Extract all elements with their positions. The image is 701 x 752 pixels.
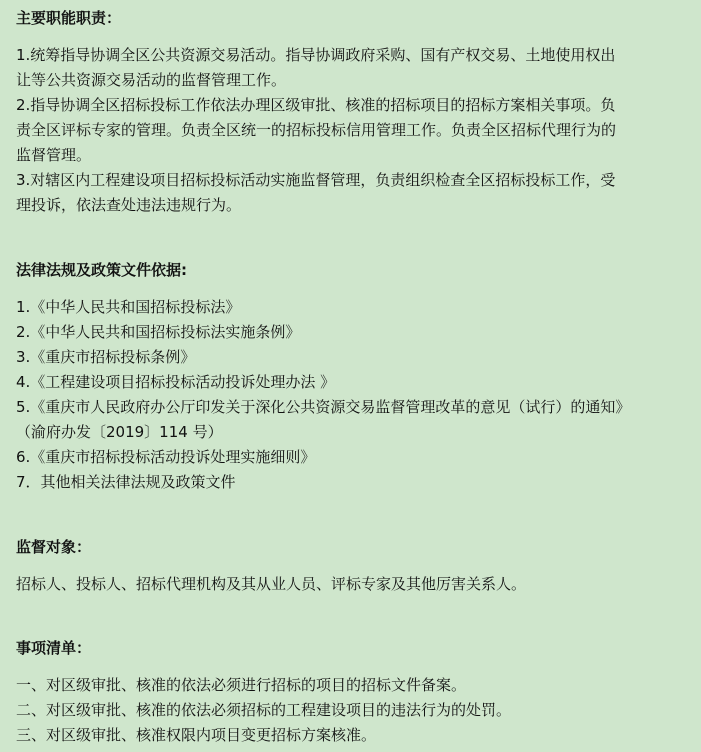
law-item: 5.《重庆市人民政府办公厅印发关于深化公共资源交易监督管理改革的意见（试行）的通知》 <box>16 398 631 416</box>
duties-line: 监督管理。 <box>16 146 92 164</box>
duties-line: 3.对辖区内工程建设项目招标投标活动实施监督管理，负责组织检查全区招标投标工作，受 <box>16 171 616 189</box>
item-entry: 二、对区级审批、核准的依法必须招标的工程建设项目的违法行为的处罚。 <box>16 701 512 719</box>
law-item: 2.《中华人民共和国招标投标法实施条例》 <box>16 323 301 341</box>
item-entry: 一、对区级审批、核准的依法必须进行招标的项目的招标文件备案。 <box>16 676 467 694</box>
law-item: 7．其他相关法律法规及政策文件 <box>16 473 236 491</box>
items-heading: 事项清单： <box>16 639 92 657</box>
duties-heading: 主要职能职责： <box>16 9 122 27</box>
subjects-line: 招标人、投标人、招标代理机构及其从业人员、评标专家及其他厉害关系人。 <box>16 575 527 593</box>
duties-line: 责全区评标专家的管理。负责全区统一的招标投标信用管理工作。负责全区招标代理行为的 <box>16 121 617 139</box>
duties-line: 2.指导协调全区招标投标工作依法办理区级审批、核准的招标项目的招标方案相关事项。负 <box>16 96 616 114</box>
items-section <box>16 634 685 748</box>
duties-line: 理投诉，依法查处违法违规行为。 <box>16 196 242 214</box>
law-item: 6.《重庆市招标投标活动投诉处理实施细则》 <box>16 448 316 466</box>
subjects-section <box>16 533 685 597</box>
law-item: 1.《中华人民共和国招标投标法》 <box>16 298 241 316</box>
item-entry: 三、对区级审批、核准权限内项目变更招标方案核准。 <box>16 726 377 744</box>
law-item: （渝府办发〔2019〕114 号） <box>16 423 223 441</box>
law-item: 4.《工程建设项目招标投标活动投诉处理办法 》 <box>16 373 336 391</box>
duties-line: 1.统筹指导协调全区公共资源交易活动。指导协调政府采购、国有产权交易、土地使用权出 <box>16 46 616 64</box>
laws-section <box>16 256 685 495</box>
subjects-heading: 监督对象： <box>16 538 92 556</box>
laws-heading: 法律法规及政策文件依据: <box>16 261 187 279</box>
duties-line: 让等公共资源交易活动的监督管理工作。 <box>16 71 287 89</box>
law-item: 3.《重庆市招标投标条例》 <box>16 348 196 366</box>
duties-section <box>16 4 685 218</box>
